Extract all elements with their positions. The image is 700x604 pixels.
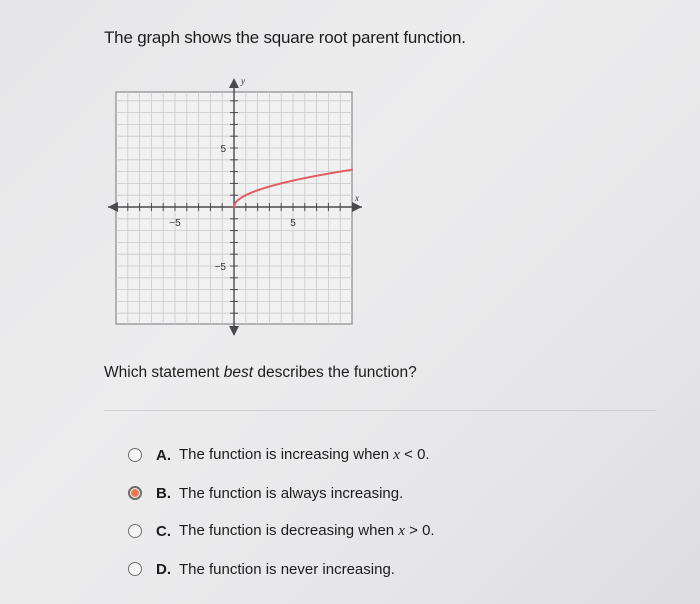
radio-c[interactable] — [128, 524, 142, 538]
option-d[interactable] — [128, 550, 435, 588]
option-b[interactable] — [128, 474, 435, 512]
option-c[interactable] — [128, 512, 435, 550]
question-prompt: The graph shows the square root parent function. — [104, 28, 466, 47]
option-a-letter: A. — [156, 446, 171, 464]
option-c-text-before: The function is decreasing when — [179, 522, 399, 539]
y-tick-label-neg5: −5 — [214, 262, 226, 273]
function-graph — [100, 72, 370, 342]
option-d-letter: D. — [156, 560, 171, 578]
y-tick-label-5: 5 — [220, 144, 226, 155]
y-axis-label: y — [241, 76, 245, 86]
option-a-text — [179, 446, 430, 464]
y-axis-arrow-up — [229, 78, 239, 88]
divider — [104, 410, 656, 411]
option-d-text-before: The function is never increasing. — [179, 560, 395, 578]
option-c-text-after: > 0. — [404, 522, 435, 539]
option-a-var: x — [393, 447, 400, 463]
radio-a[interactable] — [128, 448, 142, 462]
question-emphasis: best — [223, 364, 254, 381]
radio-d[interactable] — [128, 562, 142, 576]
option-b-text — [179, 485, 403, 502]
radio-b[interactable] — [128, 486, 142, 500]
option-a-text-before: The function is increasing when — [179, 446, 394, 463]
y-axis-arrow-down — [229, 326, 239, 336]
option-b-text-before: The function is always increasing. — [179, 484, 404, 502]
x-axis-arrow-right — [352, 202, 362, 212]
graph-svg — [100, 72, 370, 342]
option-c-letter: C. — [156, 522, 171, 540]
option-b-letter: B. — [156, 484, 171, 502]
x-tick-label-5: 5 — [290, 218, 296, 229]
option-c-text — [179, 522, 435, 540]
x-tick-label-neg5: −5 — [169, 218, 181, 229]
option-c-var: x — [398, 523, 405, 539]
question-before: Which statement — [104, 364, 224, 381]
option-a[interactable] — [128, 436, 435, 474]
answer-options — [128, 436, 435, 588]
question-text — [104, 364, 417, 382]
x-axis-label: x — [355, 193, 359, 203]
option-d-text — [179, 561, 395, 578]
option-a-text-after: < 0. — [399, 446, 430, 463]
x-axis-arrow-left — [108, 202, 118, 212]
question-after: describes the function? — [253, 364, 417, 381]
